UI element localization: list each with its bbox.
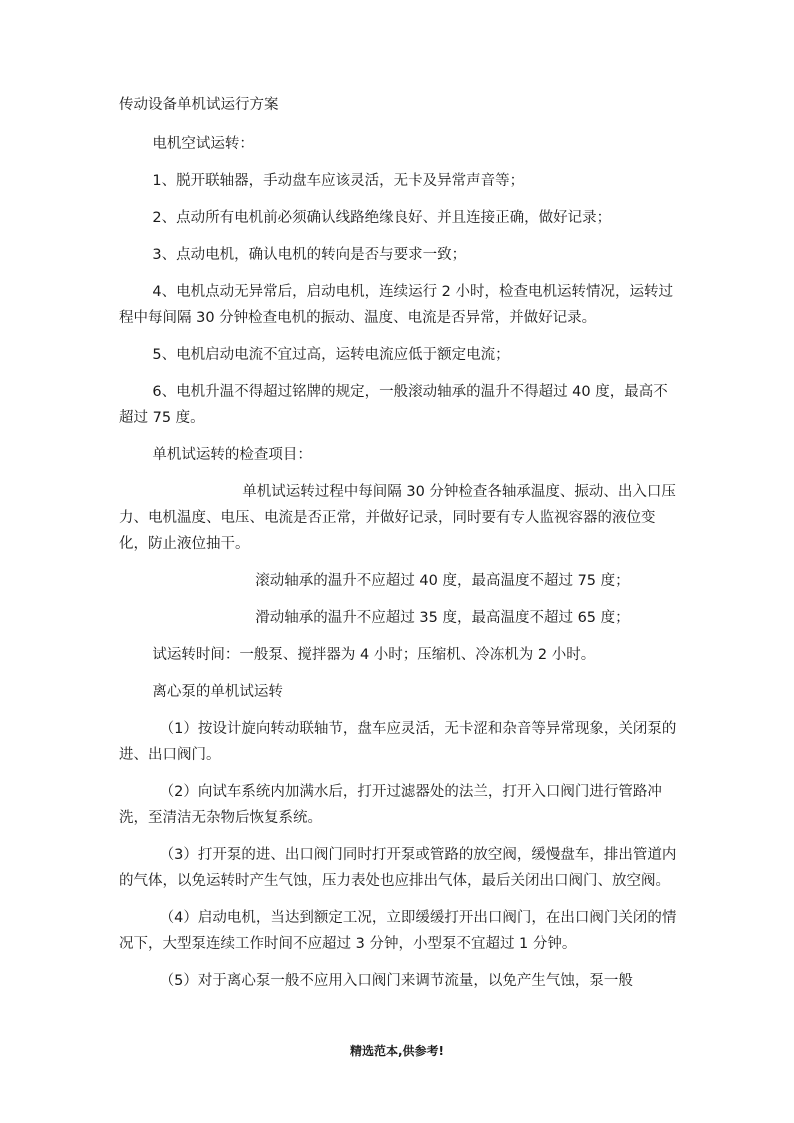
- paragraph-item-2: 2、点动所有电机前必须确认线路绝缘良好、并且连接正确，做好记录；: [152, 210, 612, 226]
- paragraph-pump-step-5: （5）对于离心泵一般不应用入口阀门来调节流量，以免产生气蚀，泵一般: [159, 973, 633, 989]
- paragraph-item-4: 4、电机点动无异常后，启动电机，连续运行 2 小时，检查电机运转情况，运转过程中每间隔 30 分钟检查电机的振动、温度、电流是否异常，并做好记录。: [119, 284, 674, 326]
- paragraph-test-duration: 试运转时间：一般泵、搅拌器为 4 小时；压缩机、冷冻机为 2 小时。: [152, 647, 596, 663]
- page-footer: 精选范本,供参考!: [349, 1044, 445, 1058]
- paragraph-pump-step-4: （4）启动电机，当达到额定工况，立即缓缓打开出口阀门，在出口阀门关闭的情况下，大型泵连续工作时间不应超过 3 分钟，小型泵不宜超过 1 分钟。: [119, 910, 677, 952]
- paragraph-sliding-bearing: 滑动轴承的温升不应超过 35 度，最高温度不超过 65 度；: [255, 610, 630, 626]
- paragraph-pump-step-1: （1）按设计旋向转动联轴节，盘车应灵活，无卡涩和杂音等异常现象，关闭泵的进、出口阀门。: [119, 721, 677, 763]
- paragraph-pump-step-3: （3）打开泵的进、出口阀门同时打开泵或管路的放空阀，缓慢盘车，排出管道内的气体，以免运转时产生气蚀，压力表处也应排出气体，最后关闭出口阀门、放空阀。: [119, 847, 677, 889]
- section-heading-centrifugal-pump: 离心泵的单机试运转: [152, 684, 283, 700]
- document-title: 传动设备单机试运行方案: [119, 97, 279, 113]
- section-heading-motor-test: 电机空试运转：: [152, 136, 254, 152]
- paragraph-item-3: 3、点动电机，确认电机的转向是否与要求一致；: [152, 247, 467, 263]
- paragraph-pump-step-2: （2）向试车系统内加满水后，打开过滤器处的法兰，打开入口阀门进行管路冲洗，至清洁无杂物后恢复系统。: [119, 784, 662, 826]
- section-heading-inspection: 单机试运转的检查项目：: [152, 447, 312, 463]
- paragraph-item-1: 1、脱开联轴器，手动盘车应该灵活，无卡及异常声音等；: [152, 173, 525, 189]
- document-body: [119, 92, 681, 1005]
- paragraph-rolling-bearing: 滚动轴承的温升不应超过 40 度，最高温度不超过 75 度；: [255, 573, 630, 589]
- paragraph-item-5: 5、电机启动电流不宜过高，运转电流应低于额定电流；: [152, 347, 510, 363]
- paragraph-inspection-detail: 单机试运转过程中每间隔 30 分钟检查各轴承温度、振动、出入口压力、电机温度、电压、电流是否正常，并做好记录，同时要有专人监视容器的液位变化，防止液位抽干。: [119, 484, 676, 552]
- paragraph-item-6: 6、电机升温不得超过铭牌的规定，一般滚动轴承的温升不得超过 40 度，最高不超过 75 度。: [119, 384, 668, 426]
